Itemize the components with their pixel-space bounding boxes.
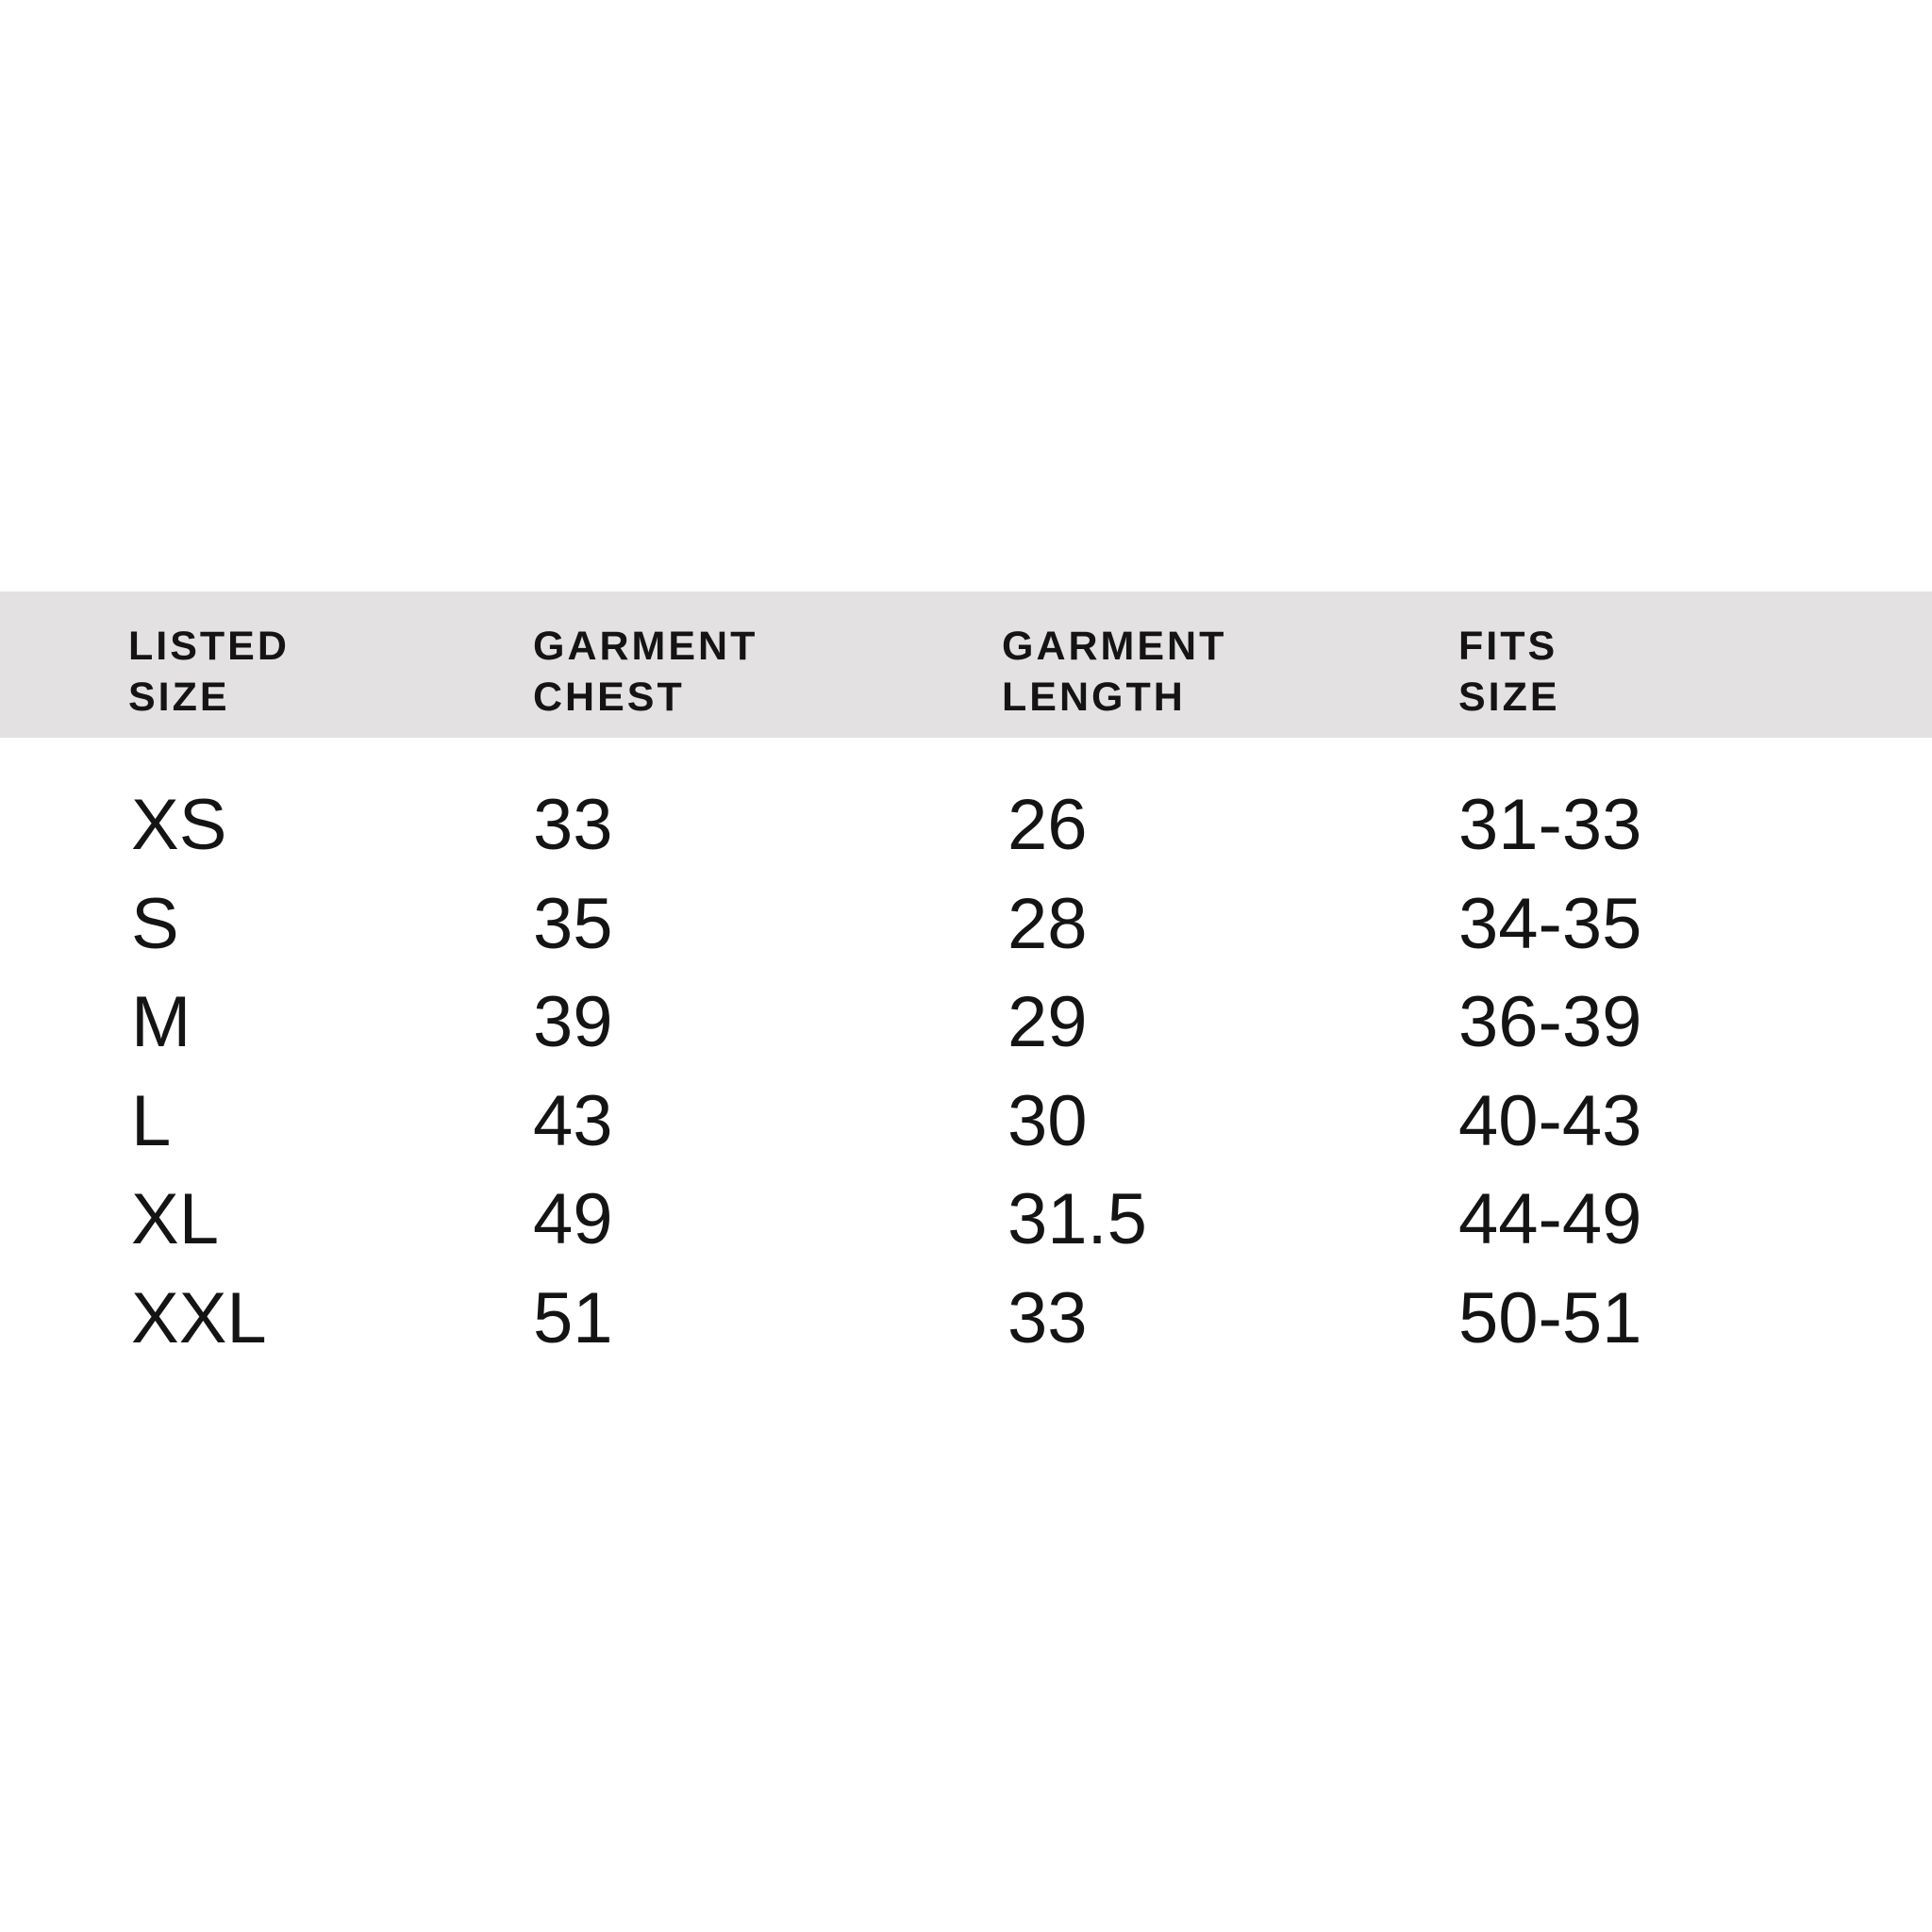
column-header-line: GARMENT — [533, 624, 758, 669]
table-row — [0, 1270, 1932, 1368]
cell-fits-size: 40-43 — [1458, 1080, 1642, 1161]
cell-listed-size: XXL — [131, 1277, 267, 1358]
column-header-line: LISTED — [128, 624, 290, 669]
table-row — [0, 974, 1932, 1072]
cell-garment-chest: 49 — [533, 1179, 613, 1259]
cell-fits-size: 34-35 — [1458, 883, 1642, 964]
column-header-garment-length — [1002, 621, 1226, 723]
cell-fits-size: 44-49 — [1458, 1179, 1642, 1259]
table-row — [0, 776, 1932, 874]
cell-fits-size: 50-51 — [1458, 1277, 1642, 1358]
column-header-line: LENGTH — [1002, 675, 1186, 720]
table-header-band — [0, 591, 1932, 738]
column-header-line: SIZE — [128, 675, 230, 720]
table-row — [0, 1073, 1932, 1171]
cell-listed-size: S — [131, 883, 179, 964]
column-header-line: CHEST — [533, 675, 685, 720]
cell-garment-chest: 33 — [533, 785, 613, 865]
column-header-fits-size — [1458, 621, 1560, 723]
cell-garment-length: 30 — [1008, 1080, 1088, 1161]
cell-garment-chest: 39 — [533, 982, 613, 1062]
cell-garment-chest: 43 — [533, 1080, 613, 1161]
column-header-line: SIZE — [1458, 675, 1560, 720]
table-row — [0, 1171, 1932, 1269]
column-header-garment-chest — [533, 621, 758, 723]
cell-listed-size: XL — [131, 1179, 219, 1259]
cell-garment-length: 29 — [1008, 982, 1088, 1062]
cell-listed-size: XS — [131, 785, 227, 865]
cell-fits-size: 36-39 — [1458, 982, 1642, 1062]
column-header-line: GARMENT — [1002, 624, 1227, 669]
cell-garment-length: 26 — [1008, 785, 1088, 865]
cell-garment-length: 28 — [1008, 883, 1088, 964]
cell-garment-chest: 35 — [533, 883, 613, 964]
column-header-line: FITS — [1458, 624, 1558, 669]
cell-garment-chest: 51 — [533, 1277, 613, 1358]
cell-listed-size: M — [131, 982, 192, 1062]
cell-fits-size: 31-33 — [1458, 785, 1642, 865]
column-header-listed-size — [128, 621, 290, 723]
cell-garment-length: 31.5 — [1008, 1179, 1147, 1259]
table-row — [0, 875, 1932, 974]
cell-listed-size: L — [131, 1080, 172, 1161]
cell-garment-length: 33 — [1008, 1277, 1088, 1358]
